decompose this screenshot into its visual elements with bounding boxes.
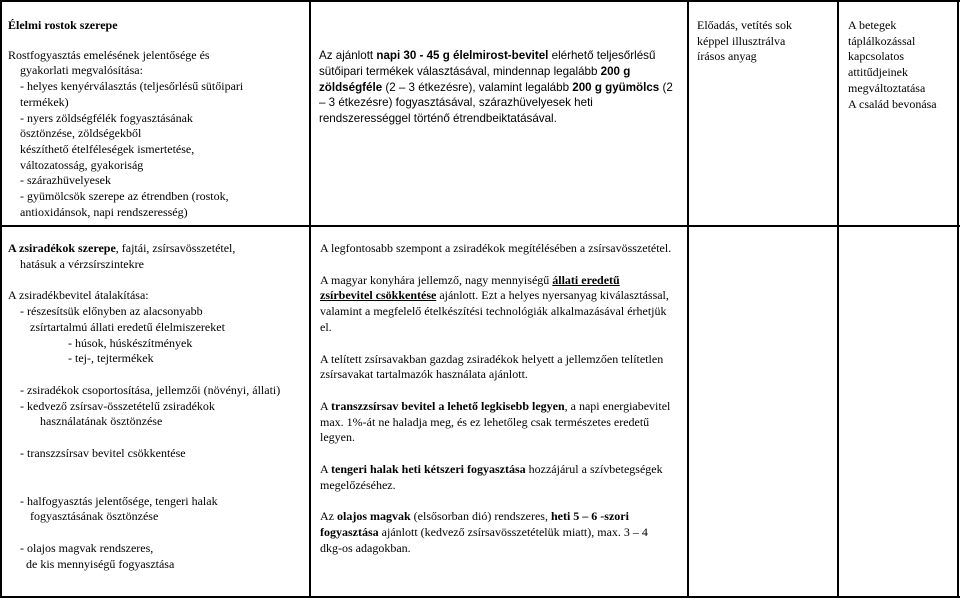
method-line: írásos anyag bbox=[697, 49, 757, 64]
topic-line: - helyes kenyérválasztás (teljesőrlésű sütőipari bbox=[20, 79, 244, 94]
text-run: (2 – 3 étkezésre), valamint legalább bbox=[382, 80, 573, 94]
goal-line: A család bevonása bbox=[848, 96, 937, 111]
table-border-left bbox=[0, 0, 2, 598]
text-run: A bbox=[320, 398, 332, 413]
table-divider-2 bbox=[687, 0, 689, 598]
topic-line: - nyers zöldségfélék fogyasztásának bbox=[20, 110, 193, 125]
row2-topic-cell bbox=[8, 241, 308, 573]
text-run-bold: transzzsírsav bevitel a lehető legkisebb legyen bbox=[331, 398, 565, 413]
topic-line: - húsok, húskészítmények bbox=[68, 335, 193, 350]
text-run-bold: heti 5 – 6 -szori fogyasztása bbox=[320, 509, 629, 540]
table-border-bottom bbox=[0, 596, 960, 598]
text-run-bold: A zsiradékok szerepe bbox=[8, 241, 116, 255]
text-run-bold: 200 g zöldségféle bbox=[319, 64, 631, 94]
text-run: ajánlott. Ezt a helyes nyersanyag kiválasztással, valamint a megfelelő ételkészítési technológiák alkalmazásával érhetjük el. bbox=[320, 288, 669, 334]
text-run: ajánlott (kedvező zsírsavösszetételük miatt), max. 3 – 4 dkg-os adagokban. bbox=[320, 525, 648, 555]
topic-line: antioxidánsok, napi rendszeresség) bbox=[20, 204, 188, 219]
text-run-bold: 200 g gyümölcs bbox=[572, 80, 660, 94]
topic-line: - szárazhüvelyesek bbox=[20, 173, 111, 188]
text-run: elérhető teljesőrlésű sütőipari termékek választásával, mindennap legalább bbox=[319, 49, 656, 78]
method-line: Előadás, vetítés sok bbox=[697, 18, 792, 32]
topic-line: - halfogyasztás jelentősége, tengeri halak bbox=[20, 493, 218, 508]
recommendation-paragraph bbox=[320, 509, 672, 556]
topic-line bbox=[8, 241, 308, 257]
goal-line: attitűdjeinek bbox=[848, 65, 908, 80]
text-run: , a napi energiabevitel max. 1%-át ne haladja meg, és ez lehetőleg csak természetes eredetű legyen. bbox=[320, 398, 671, 445]
topic-line: de kis mennyiségű fogyasztása bbox=[26, 556, 175, 571]
recommendation-paragraph: A telített zsírsavakban gazdag zsiradékok helyett a jellemzően telítetlen zsírsavakat tartalmazók használata ajánlott. bbox=[320, 351, 664, 382]
row1-topic-cell bbox=[8, 18, 304, 220]
topic-line: zsírtartalmú állati eredetű élelmiszereket bbox=[30, 319, 225, 334]
table-divider-3 bbox=[837, 0, 839, 598]
text-run: Az ajánlott bbox=[319, 49, 377, 62]
recommendation-paragraph bbox=[320, 462, 672, 493]
topic-line: - zsiradékok csoportosítása, jellemzői (növényi, állati) bbox=[20, 382, 281, 397]
goal-line: táplálkozással bbox=[848, 33, 916, 48]
recommendation-paragraph bbox=[320, 399, 672, 446]
row-divider bbox=[0, 225, 960, 227]
text-run: A bbox=[320, 462, 332, 477]
recommendation-paragraph bbox=[319, 48, 681, 127]
topic-line: - transzzsírsav bevitel csökkentése bbox=[20, 446, 186, 461]
recommendation-paragraph: A legfontosabb szempont a zsiradékok megítélésében a zsírsavösszetétel. bbox=[320, 241, 672, 255]
topic-line: - részesítsük előnyben az alacsonyabb bbox=[20, 304, 203, 319]
row1-topic-title: Élelmi rostok szerepe bbox=[8, 18, 118, 32]
goal-line: kapcsolatos bbox=[848, 49, 904, 64]
text-run-bold: tengeri halak heti kétszeri fogyasztása bbox=[331, 462, 526, 477]
topic-line: - tej-, tejtermékek bbox=[68, 351, 154, 366]
topic-line: - olajos magvak rendszeres, bbox=[20, 541, 154, 556]
goal-line: megváltoztatása bbox=[848, 80, 926, 95]
row1-goal-cell bbox=[848, 18, 956, 112]
topic-line: hatásuk a vérzsírszintekre bbox=[20, 256, 144, 271]
goal-line: A betegek bbox=[848, 18, 897, 32]
text-run: Az bbox=[320, 509, 337, 524]
topic-line: termékek) bbox=[20, 94, 69, 109]
method-line: képpel illusztrálva bbox=[697, 33, 786, 48]
topic-line: gyakorlati megvalósítása: bbox=[20, 63, 143, 78]
text-run-bold: olajos magvak bbox=[337, 509, 411, 524]
row2-recommendation-cell bbox=[320, 241, 672, 557]
recommendation-paragraph bbox=[320, 273, 672, 336]
topic-line: - kedvező zsírsav-összetételű zsiradékok bbox=[20, 398, 215, 413]
topic-line: használatának ösztönzése bbox=[40, 414, 163, 429]
text-run-bold: napi 30 - 45 g élelmirost-bevitel bbox=[376, 49, 549, 62]
topic-line: - gyümölcsök szerepe az étrendben (rostok, bbox=[20, 189, 229, 204]
topic-line: készíthető ételféleségek ismertetése, bbox=[20, 141, 195, 156]
table-divider-1 bbox=[309, 0, 311, 598]
table-border-top bbox=[0, 0, 960, 2]
topic-line: Rostfogyasztás emelésének jelentősége és bbox=[8, 47, 210, 62]
text-run: (2 – 3 étkezésre) fogyasztásával, szárazhüvelyesek heti rendszerességgel történő étrendbeiktatásával. bbox=[319, 80, 673, 126]
topic-line: ösztönzése, zöldségekből bbox=[20, 126, 142, 141]
row1-recommendation-cell bbox=[319, 48, 681, 127]
text-run: (elsősorban dió) rendszeres, bbox=[410, 509, 551, 524]
topic-line: A zsiradékbevitel átalakítása: bbox=[8, 288, 149, 303]
topic-line: változatosság, gyakoriság bbox=[20, 157, 144, 172]
text-run: hozzájárul a szívbetegségek megelőzéséhez. bbox=[320, 462, 663, 492]
text-run: A magyar konyhára jellemző, nagy mennyiségű bbox=[320, 272, 553, 287]
table-border-right bbox=[957, 0, 959, 598]
topic-line: fogyasztásának ösztönzése bbox=[30, 509, 159, 524]
row1-method-cell bbox=[697, 18, 833, 65]
text-run: , fajtái, zsírsavösszetétel, bbox=[115, 241, 236, 255]
text-run-bold-underlined: állati eredetű zsírbevitel csökkentése bbox=[320, 272, 620, 303]
